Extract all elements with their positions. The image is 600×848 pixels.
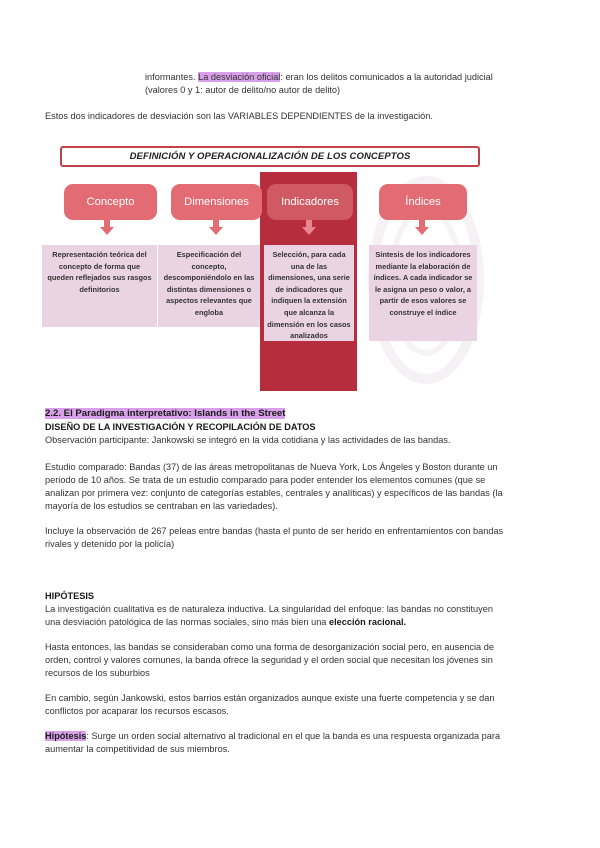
hypothesis-p3-line-1: En cambio, según Jankowski, estos barrios están organizados aunque existe una fuerte competencia y se dan <box>45 693 495 703</box>
hipotesis-label: Hipótesis <box>45 731 87 741</box>
paragraph-estudio-line-3: analizan por primera vez: conjunto de categorías estables, centrales y analíticas) y específicos de las bandas (la <box>45 488 503 498</box>
paragraph-estudio-line-4: mayoría de los estudios se centraban en las variedades). <box>45 501 278 511</box>
intro-line-1: informantes. La desviación oficial: eran los delitos comunicados a la autoridad judicial <box>145 72 493 82</box>
hypothesis-p2-line-2: orden, control y valores comunes, la banda ofrece la seguridad y el orden social que necesitan los jóvenes sin <box>45 655 493 665</box>
section-subheading: DISEÑO DE LA INVESTIGACIÓN Y RECOPILACIÓN DE DATOS <box>45 422 316 432</box>
hypothesis-p4-line-1: Hipótesis: Surge un orden social alternativo al tradicional en el que la banda es una respuesta organizada para <box>45 731 501 741</box>
diagram-title: DEFINICIÓN Y OPERACIONALIZACIÓN DE LOS CONCEPTOS <box>129 151 411 162</box>
pill-indices: Índices <box>379 184 467 220</box>
section-heading: 2.2. El Paradigma interpretativo: Islands in the Street <box>45 408 286 419</box>
pill-dimensiones: Dimensiones <box>171 184 262 220</box>
pill-indicadores: Indicadores <box>267 184 353 220</box>
variables-sentence: Estos dos indicadores de desviación son las VARIABLES DEPENDIENTES de la investigación. <box>45 111 433 121</box>
hypothesis-p3-line-2: conflictos por acaparar los recursos escasos. <box>45 706 229 716</box>
highlight-desviacion-oficial: La desviación oficial <box>198 72 281 82</box>
hypothesis-p2-line-3: recursos de los suburbios <box>45 668 150 678</box>
hypothesis-heading: HIPÓTESIS <box>45 591 95 601</box>
diagram-title-box <box>60 146 480 167</box>
intro-line-2: (valores 0 y 1: autor de delito/no autor de delito) <box>145 85 341 95</box>
card-indicadores: Selección, para cada una de las dimensiones, una serie de indicadores que indiquen la extensión que alcanza la dimensión en los casos analizados <box>264 245 354 341</box>
card-concepto: Representación teórica del concepto de forma que queden reflejados sus rasgos definitorios <box>42 245 157 327</box>
hypothesis-p4-line-2: aumentar la competitividad de sus miembros. <box>45 744 230 754</box>
card-dimensiones: Especificación del concepto, descomponiéndolo en las distintas dimensiones o aspectos relevantes que engloba <box>158 245 260 327</box>
paragraph-estudio-line-2: periodo de 10 años. Se trata de un estudio comparado para poder entender los elementos comunes (que se <box>45 475 486 485</box>
paragraph-peleas-line-1: Incluye la observación de 267 peleas entre bandas (hasta el punto de ser herido en enfrentamientos con bandas <box>45 526 504 536</box>
paragraph-peleas-line-2: rivales y detenido por la policía) <box>45 539 175 549</box>
pill-concepto: Concepto <box>64 184 157 220</box>
hypothesis-p1-line-2: una desviación patológica de las normas sociales, sino más bien una elección racional. <box>45 617 407 627</box>
operationalization-diagram <box>34 140 482 390</box>
paragraph-estudio-line-1: Estudio comparado: Bandas (37) de las áreas metropolitanas de Nueva York, Los Ángeles y Boston durante un <box>45 462 498 472</box>
hypothesis-p2-line-1: Hasta entonces, las bandas se consideraban como una forma de desorganización social pero, en ausencia de <box>45 642 494 652</box>
paragraph-observacion: Observación participante: Jankowski se integró en la vida cotidiana y las actividades de las bandas. <box>45 435 451 445</box>
card-indices: Síntesis de los indicadores mediante la elaboración de índices. A cada indicador se le asigna un peso o valor, a partir de esos valores se construye el índice <box>369 245 477 341</box>
hypothesis-p1-line-1: La investigación cualitativa es de naturaleza inductiva. La singularidad del enfoque: las bandas no constituyen <box>45 604 493 614</box>
